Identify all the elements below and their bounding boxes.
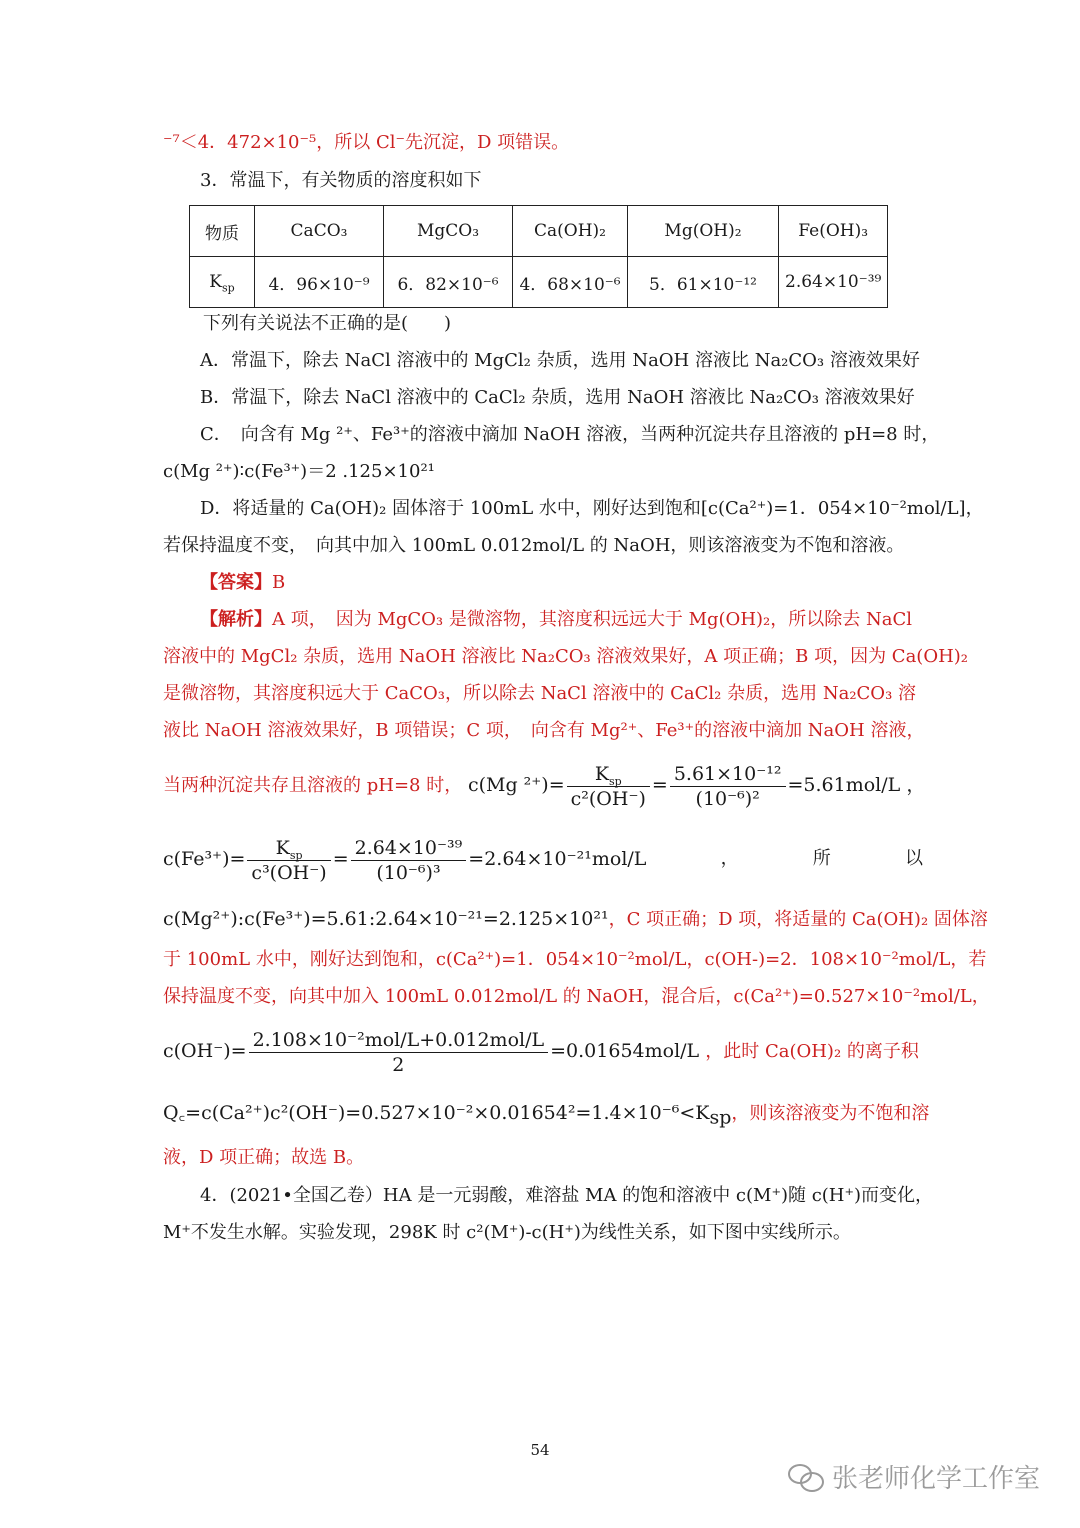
table-row [190, 257, 888, 308]
formula-ratio: c(Mg²⁺):c(Fe³⁺)=5.61:2.64×10⁻²¹=2.125×10²¹，C 项正确；D 项，将适量的 Ca(OH)₂ 固体溶 [163, 908, 988, 930]
formula-fe: c(Fe³⁺)= $\frac{K_{sp}}{\text{c³(OH⁻)}}$ = $\frac{\text{2.64×10⁻³⁹}}{\text{(10⁻⁶)³}}$ =2.64×10⁻²¹mol/L ， 所 以 [163, 832, 923, 888]
wechat-icon [788, 1462, 824, 1492]
watermark-text: 张老师化学工作室 [832, 1464, 1041, 1494]
formula-oh-expression: c(OH⁻)= $\frac{\text{2.108×10⁻²mol/L+0.012mol/L}}{2}$ =0.01654mol/L [163, 1028, 700, 1076]
analysis-text: 液比 NaOH 溶液效果好，B 项错误；C 项， 向含有 Mg²⁺、Fe³⁺的溶液中滴加 NaOH 溶液， [163, 720, 925, 741]
option-d-cont: 若保持温度不变， 向其中加入 100mL 0.012mol/L 的 NaOH，则该溶液变为不饱和溶液。 [163, 535, 905, 556]
table-cell: 4．68×10⁻⁶ [513, 257, 628, 308]
table-cell: 4．96×10⁻⁹ [255, 257, 384, 308]
formula-fe-expression: c(Fe³⁺)= $\frac{K_{sp}}{\text{c³(OH⁻)}}$ = $\frac{\text{2.64×10⁻³⁹}}{\text{(10⁻⁶)³}}$ =2.64×10⁻²¹mol/L [163, 836, 647, 884]
analysis-text: 液，D 项正确；故选 B。 [163, 1147, 365, 1168]
table-cell: 2.64×10⁻³⁹ [779, 257, 888, 308]
question-4-stem: 4．(2021•全国乙卷）HA 是一元弱酸，难溶盐 MA 的饱和溶液中 c(M⁺)随 c(H⁺)而变化， [200, 1185, 934, 1206]
table-cell: 6．82×10⁻⁶ [384, 257, 513, 308]
question-3-prompt: 下列有关说法不正确的是( ) [203, 313, 452, 334]
watermark [788, 1458, 1040, 1495]
analysis-text: 溶液中的 MgCl₂ 杂质，选用 NaOH 溶液比 Na₂CO₃ 溶液效果好，A 项正确；B 项，因为 Ca(OH)₂ [163, 646, 969, 667]
table-cell: 5．61×10⁻¹² [628, 257, 779, 308]
table-cell: Mg(OH)₂ [628, 206, 779, 257]
analysis-text: 保持温度不变，向其中加入 100mL 0.012mol/L 的 NaOH，混合后，c(Ca²⁺)=0.527×10⁻²mol/L， [163, 986, 990, 1007]
formula-mg [163, 758, 926, 814]
option-c-cont: c(Mg ²⁺)∶c(Fe³⁺)＝2 .125×10²¹ [163, 461, 435, 482]
page-number: 54 [530, 1441, 550, 1459]
option-d: D．将适量的 Ca(OH)₂ 固体溶于 100mL 水中，刚好达到饱和[c(Ca²⁺)=1．054×10⁻²mol/L]， [200, 498, 984, 519]
formula-oh: c(OH⁻)= $\frac{\text{2.108×10⁻²mol/L+0.012mol/L}}{2}$ =0.01654mol/L ，此时 Ca(OH)₂ 的离子积 [163, 1028, 919, 1076]
ksp-table [189, 205, 888, 308]
answer-value: B [272, 572, 286, 593]
answer-label: 【答案】 [200, 572, 272, 593]
analysis-line [200, 607, 960, 633]
analysis-text: 是微溶物，其溶度积远大于 CaCO₃，所以除去 NaCl 溶液中的 CaCl₂ 杂质，选用 Na₂CO₃ 溶 [163, 683, 916, 704]
table-cell: 物质 [190, 206, 255, 257]
analysis-text: A 项， 因为 MgCO₃ 是微溶物，其溶度积远远大于 Mg(OH)₂，所以除去 NaCl [272, 609, 912, 630]
prev-answer-tail: ⁻⁷＜4．472×10⁻⁵，所以 Cl⁻先沉淀，D 项错误。 [163, 132, 570, 153]
table-header-row [190, 206, 888, 257]
question-4-stem-cont: M⁺不发生水解。实验发现，298K 时 c²(M⁺)-c(H⁺)为线性关系，如下图中实线所示。 [163, 1222, 851, 1243]
table-cell: CaCO₃ [255, 206, 384, 257]
table-cell: Fe(OH)₃ [779, 206, 888, 257]
table-cell-ksp: $K_{sp}$ [190, 257, 255, 308]
formula-mg-expression: c(Mg ²⁺)= $\frac{K_{sp}}{\text{c²(OH⁻)}}$ = $\frac{\text{5.61×10⁻¹²}}{\text{(10⁻⁶)²}}$ =5.61mol/L ， [467, 762, 926, 810]
formula-qc: $Q꜀=c(Ca^{2+})c^2(OH^-)=0.527\times 10^{-2}\times 0.01654^2=1.4\times 10^{-6}<K_{sp}$，则该溶液变为不饱和溶 [163, 1102, 930, 1129]
table-cell: Ca(OH)₂ [513, 206, 628, 257]
question-3-stem: 3．常温下，有关物质的溶度积如下 [200, 170, 482, 191]
analysis-text: 于 100mL 水中，刚好达到饱和，c(Ca²⁺)=1．054×10⁻²mol/L，c(OH-)=2．108×10⁻²mol/L，若 [163, 949, 987, 970]
table-cell: MgCO₃ [384, 206, 513, 257]
analysis-text: 当两种沉淀共存且溶液的 pH=8 时， [163, 775, 463, 796]
analysis-label: 【解析】 [200, 609, 272, 630]
option-c: C． 向含有 Mg ²⁺、Fe³⁺的溶液中滴加 NaOH 溶液，当两种沉淀共存且溶液的 pH=8 时， [200, 424, 940, 445]
option-b: B．常温下，除去 NaCl 溶液中的 CaCl₂ 杂质，选用 NaOH 溶液比 Na₂CO₃ 溶液效果好 [200, 387, 915, 408]
option-a: A．常温下，除去 NaCl 溶液中的 MgCl₂ 杂质，选用 NaOH 溶液比 Na₂CO₃ 溶液效果好 [200, 350, 920, 371]
answer-line [200, 570, 960, 596]
